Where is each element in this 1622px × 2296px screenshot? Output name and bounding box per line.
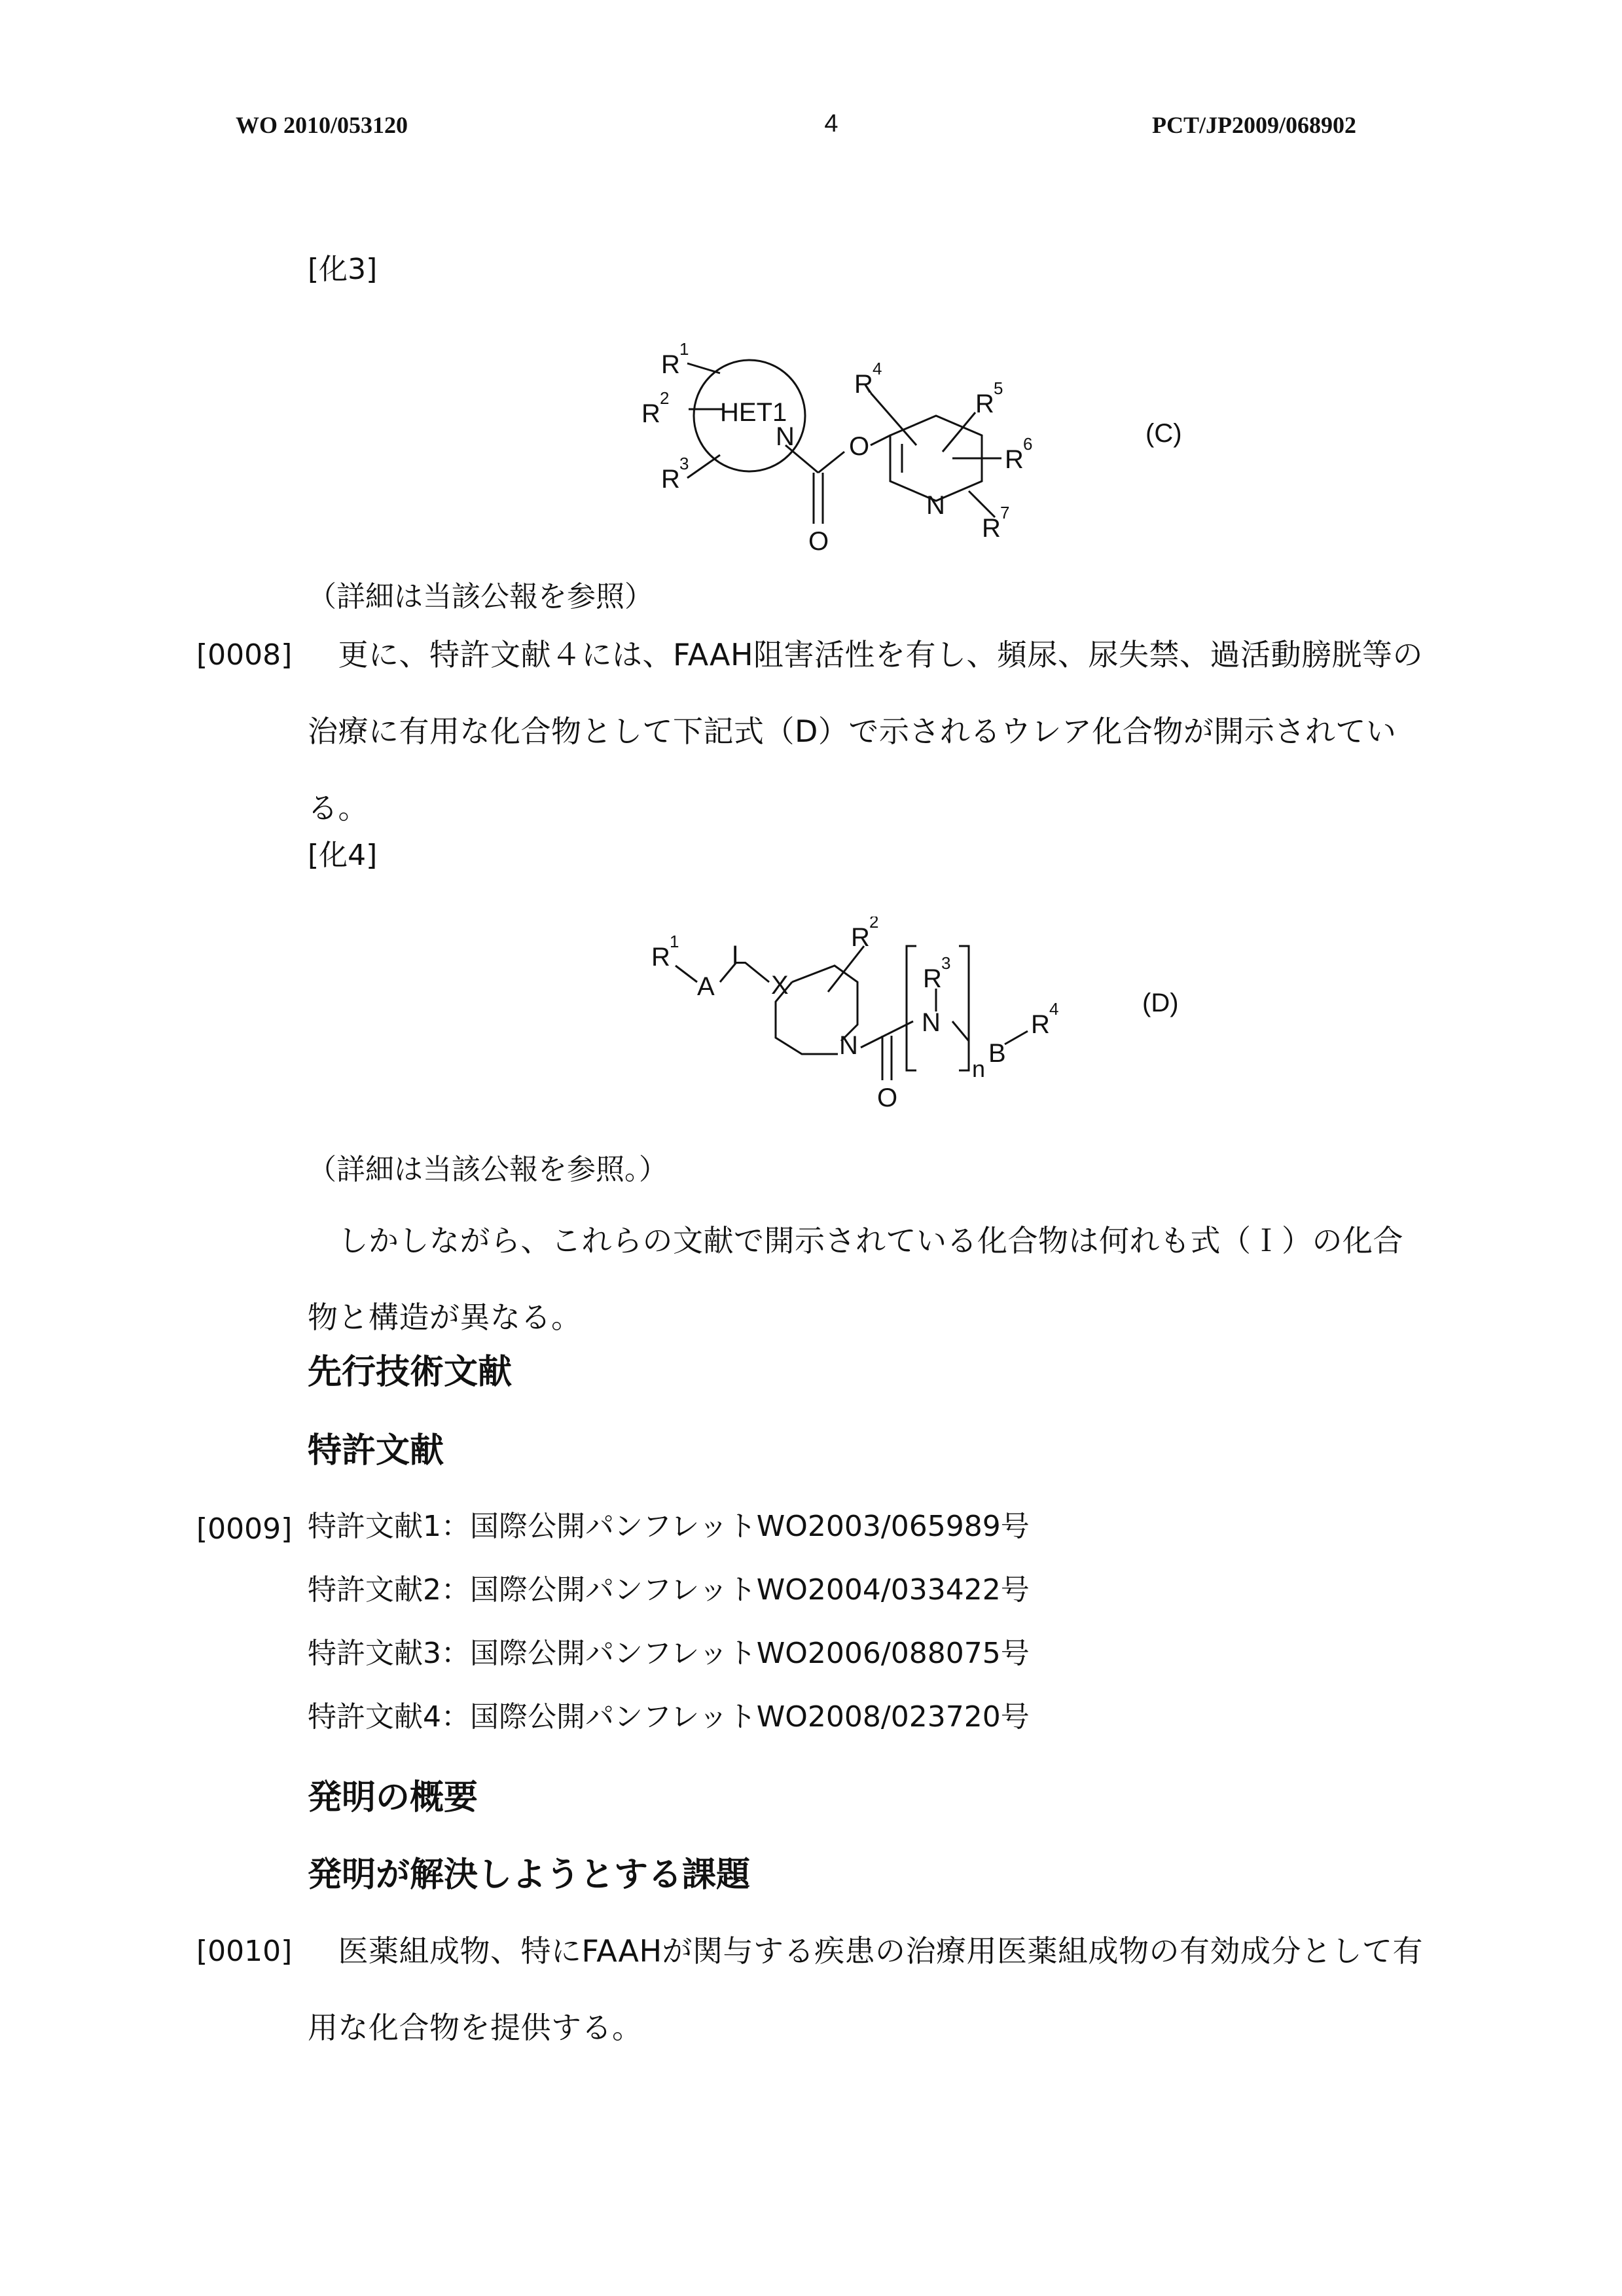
f3-r1-sub: 1 [679,339,689,359]
f3-r3-sub: 3 [679,454,689,473]
f4-x: X [771,971,789,1000]
f3-r5-sub: 5 [994,378,1003,398]
f4-r3-sub: 3 [941,953,951,973]
formula3-label: (C) [1145,419,1182,448]
f4-r3: R [923,964,942,993]
paragraph-number-0009: [0009] [196,1512,293,1546]
f4-b: B [988,1039,1006,1068]
f4-r1-sub: 1 [670,932,679,951]
header-publication-number: WO 2010/053120 [236,112,408,138]
f4-r2: R [851,923,870,952]
f3-r4-sub: 4 [873,359,882,378]
f3-n: N [776,422,795,451]
f4-r4-sub: 4 [1049,999,1059,1019]
f3-r6: R [1005,445,1024,474]
patent-reference-2: 特許文献2：国際公開パンフレットWO2004/033422号 [308,1573,1030,1607]
patent-reference-1: 特許文献1：国際公開パンフレットWO2003/065989号 [308,1510,1030,1543]
f3-r2: R [641,399,660,428]
patent-reference-3: 特許文献3：国際公開パンフレットWO2006/088075号 [308,1637,1030,1670]
f4-r4: R [1031,1010,1050,1039]
f4-l: L [732,941,747,970]
f4-r1: R [651,943,670,972]
page-number: 4 [824,110,838,137]
f4-n-amide: N [922,1008,941,1037]
paragraph-number-0010: [0010] [196,1935,293,1968]
f3-r3: R [661,465,680,494]
heading-summary: 発明の概要 [308,1778,478,1817]
formula4-tag: [化4] [308,839,378,872]
f3-pyridine-n: N [926,491,945,520]
f3-r7-sub: 7 [1000,503,1010,522]
f3-r2-sub: 2 [660,388,670,408]
f4-o: O [877,1084,898,1112]
heading-problem: 発明が解決しようとする課題 [308,1855,751,1895]
formula3-structure [628,327,1126,576]
heading-patent-documents: 特許文献 [308,1431,444,1470]
f3-carbonyl-o: O [808,527,829,556]
formula3-tag: [化3] [308,253,378,286]
f4-a: A [697,972,715,1001]
f3-r5: R [975,390,994,418]
continuation-text: しかしながら、これらの文献で開示されている化合物は何れも式（Ｉ）の化合物と構造が異なる。 [308,1223,1403,1335]
f4-n-ring: N [839,1031,858,1060]
formula4-structure [648,917,1106,1152]
f3-ester-o: O [849,432,870,461]
patent-reference-4: 特許文献4：国際公開パンフレットWO2008/023720号 [308,1700,1030,1734]
paragraph-number-0008: [0008] [196,638,293,672]
f3-r6-sub: 6 [1023,434,1033,454]
f3-r4: R [854,370,873,399]
header-application-number: PCT/JP2009/068902 [1152,112,1356,138]
formula4-label: (D) [1142,989,1179,1017]
f3-het1: HET1 [720,398,787,427]
f3-r7: R [982,514,1001,543]
f4-subscript-n: n [972,1055,986,1082]
paragraph-0008-text: 更に、特許文献４には、FAAH阻害活性を有し、頻尿、尿失禁、過活動膀胱等の治療に有用な化合物として下記式（D）で示されるウレア化合物が開示されている。 [308,637,1424,826]
f4-r2-sub: 2 [869,917,879,932]
formula3-note: （詳細は当該公報を参照） [308,580,653,613]
f3-r1: R [661,350,680,379]
paragraph-0010-text: 医薬組成物、特にFAAHが関与する疾患の治療用医薬組成物の有効成分として有用な化合物を提供する。 [308,1933,1424,2045]
formula4-note: （詳細は当該公報を参照。） [308,1153,668,1186]
heading-prior-art: 先行技術文献 [308,1353,513,1392]
